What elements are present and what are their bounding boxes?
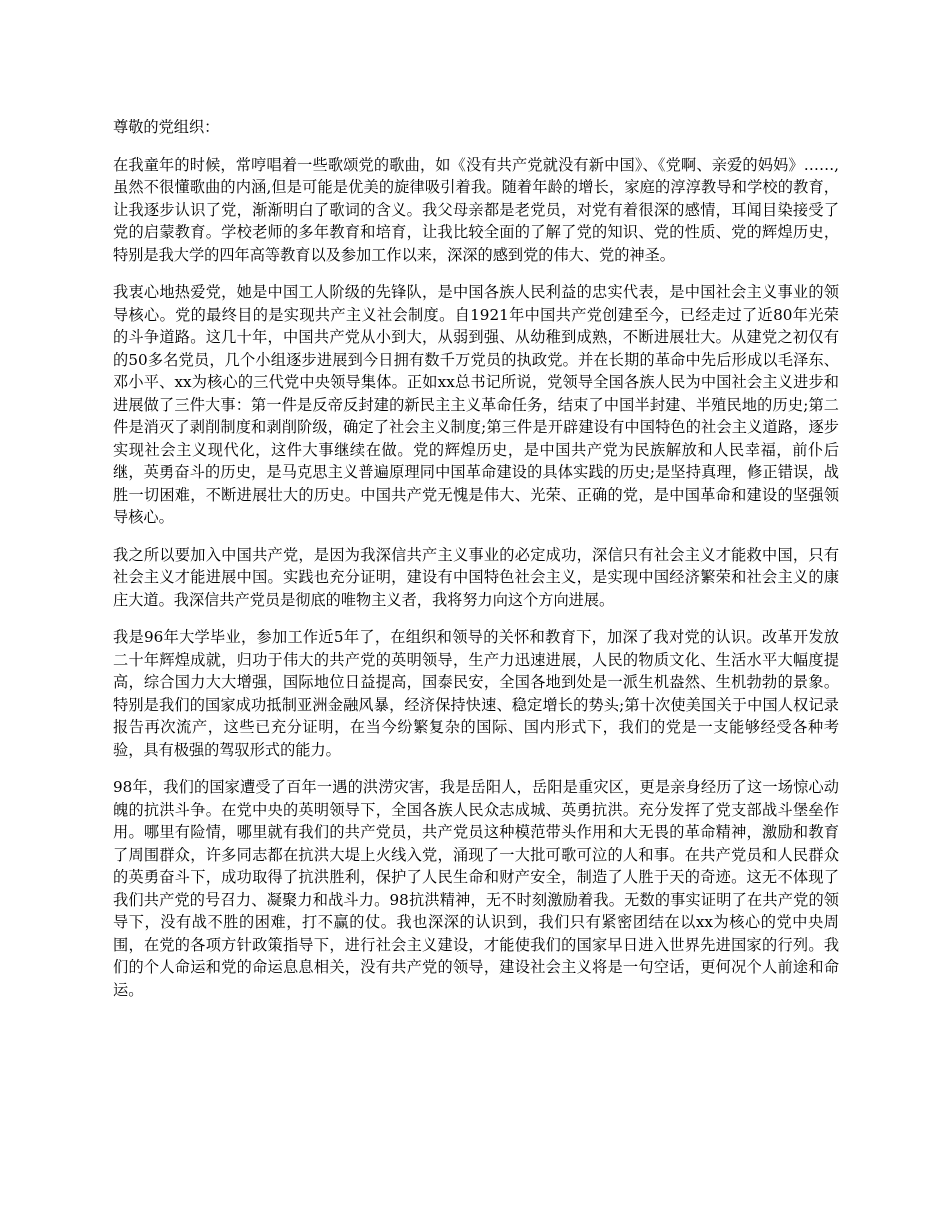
document-page: [113, 116, 839, 1016]
paragraph-love-party: 我衷心地热爱党，她是中国工人阶级的先锋队，是中国各族人民利益的忠实代表，是中国社会主义事业的领导核心。党的最终目的是实现共产主义社会制度。自1921年中国共产党创建至今，已经走过了近80年光荣的斗争道路。这几十年，中国共产党从小到大，从弱到强、从幼稚到成熟，不断进展壮大。从建党之初仅有的50多名党员，几个小组逐步进展到今日拥有数千万党员的执政党。并在长期的革命中先后形成以毛泽东、邓小平、xx为核心的三代党中央领导集体。正如xx总书记所说，党领导全国各族人民为中国社会主义进步和进展做了三件大事：第一件是反帝反封建的新民主主义革命任务，结束了中国半封建、半殖民地的历史;第二件是消灭了剥削制度和剥削阶级，确定了社会主义制度;第三件是开辟建设有中国特色的社会主义道路，逐步实现社会主义现代化，这件大事继续在做。党的辉煌历史，是中国共产党为民族解放和人民幸福，前仆后继，英勇奋斗的历史，是马克思主义普遍原理同中国革命建设的具体实践的历史;是坚持真理，修正错误，战胜一切困难，不断进展壮大的历史。中国共产党无愧是伟大、光荣、正确的党，是中国革命和建设的坚强领导核心。: [113, 283, 839, 526]
paragraph-childhood: 在我童年的时候，常哼唱着一些歌颂党的歌曲，如《没有共产党就没有新中国》、《党啊、亲爱的妈妈》……,虽然不很懂歌曲的内涵,但是可能是优美的旋律吸引着我。随着年龄的增长，家庭的淳淳教导和学校的教育，让我逐步认识了党，渐渐明白了歌词的含义。我父母亲都是老党员，对党有着很深的感情，耳闻目染接受了党的启蒙教育。学校老师的多年教育和培育，让我比较全面的了解了党的知识、党的性质、党的辉煌历史，特别是我大学的四年高等教育以及参加工作以来，深深的感到党的伟大、党的神圣。: [113, 155, 839, 264]
paragraph-work-experience: 我是96年大学毕业，参加工作近5年了，在组织和领导的关怀和教育下，加深了我对党的认识。改革开发放二十年辉煌成就，归功于伟大的共产党的英明领导，生产力迅速进展，人民的物质文化、生活水平大幅度提高，综合国力大大增强，国际地位日益提高，国泰民安，全国各地到处是一派生机盎然、生机勃勃的景象。特别是我们的国家成功抵制亚洲金融风暴，经济保持快速、稳定增长的势头;第十次使美国关于中国人权记录报告再次流产，这些已充分证明，在当今纷繁复杂的国际、国内形式下，我们的党是一支能够经受各种考验，具有极强的驾驭形式的能力。: [113, 628, 839, 759]
salutation: 尊敬的党组织：: [113, 118, 220, 136]
paragraph-flood-1998: 98年，我们的国家遭受了百年一遇的洪涝灾害，我是岳阳人，岳阳是重灾区，更是亲身经历了这一场惊心动魄的抗洪斗争。在党中央的英明领导下，全国各族人民众志成城、英勇抗洪。充分发挥了党支部战斗堡垒作用。哪里有险情，哪里就有我们的共产党员，共产党员这种模范带头作用和大无畏的革命精神，激励和教育了周围群众，许多同志都在抗洪大堤上火线入党，涌现了一大批可歌可泣的人和事。在共产党员和人民群众的英勇奋斗下，成功取得了抗洪胜利，保护了人民生命和财产安全，制造了人胜于天的奇迹。这无不体现了我们共产党的号召力、凝聚力和战斗力。98抗洪精神，无不时刻激励着我。无数的事实证明了在共产党的领导下，没有战不胜的困难，打不赢的仗。我也深深的认识到，我们只有紧密团结在以xx为核心的党中央周围，在党的各项方针政策指导下，进行社会主义建设，才能使我们的国家早日进入世界先进国家的行列。我们的个人命运和党的命运息息相关，没有共产党的领导，建设社会主义将是一句空话，更何况个人前途和命运。: [113, 778, 839, 999]
paragraph-reason-joining: 我之所以要加入中国共产党，是因为我深信共产主义事业的必定成功，深信只有社会主义才能救中国，只有社会主义才能进展中国。实践也充分证明，建设有中国特色社会主义，是实现中国经济繁荣和社会主义的康庄大道。我深信共产党员是彻底的唯物主义者，我将努力向这个方向进展。: [113, 545, 839, 609]
